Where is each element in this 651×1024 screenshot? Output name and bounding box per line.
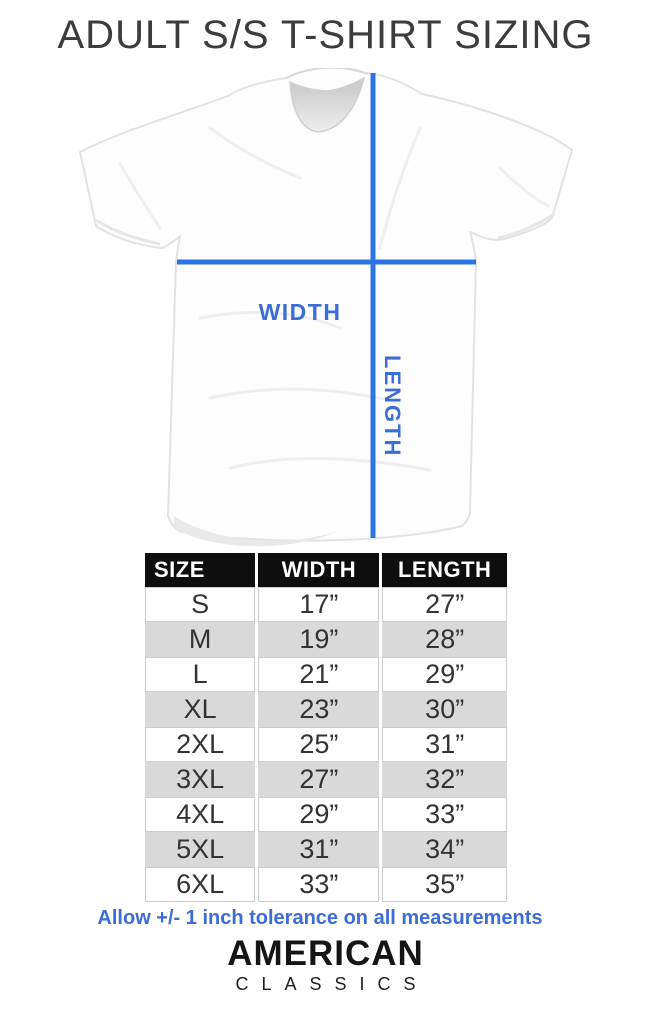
page-title: ADULT S/S T-SHIRT SIZING	[57, 13, 594, 57]
cell-length: 32”	[382, 762, 507, 797]
cell-size: S	[145, 587, 255, 622]
cell-width: 33”	[258, 867, 379, 902]
cell-length: 28”	[382, 622, 507, 657]
table-row	[145, 762, 507, 797]
table-row	[145, 727, 507, 762]
cell-length: 27”	[382, 587, 507, 622]
header-length: LENGTH	[382, 553, 507, 587]
cell-size: M	[145, 622, 255, 657]
table-row	[145, 867, 507, 902]
cell-size: L	[145, 657, 255, 692]
size-table-header	[145, 553, 507, 587]
tolerance-note: Allow +/- 1 inch tolerance on all measurements	[97, 907, 543, 929]
cell-width: 17”	[258, 587, 379, 622]
cell-length: 30”	[382, 692, 507, 727]
cell-length: 29”	[382, 657, 507, 692]
table-row	[145, 832, 507, 867]
cell-length: 31”	[382, 727, 507, 762]
table-row	[145, 797, 507, 832]
cell-length: 35”	[382, 867, 507, 902]
cell-size: XL	[145, 692, 255, 727]
cell-size: 3XL	[145, 762, 255, 797]
cell-size: 5XL	[145, 832, 255, 867]
length-measure-label: LENGTH	[380, 355, 405, 458]
brand-name-primary: AMERICAN	[227, 934, 424, 973]
brand-logo	[0, 936, 651, 995]
size-chart	[142, 553, 510, 902]
table-row	[145, 692, 507, 727]
cell-width: 29”	[258, 797, 379, 832]
cell-width: 25”	[258, 727, 379, 762]
cell-length: 34”	[382, 832, 507, 867]
table-row	[145, 622, 507, 657]
size-table	[142, 553, 510, 902]
cell-width: 19”	[258, 622, 379, 657]
cell-size: 2XL	[145, 727, 255, 762]
width-measure-label: WIDTH	[258, 299, 342, 325]
cell-width: 23”	[258, 692, 379, 727]
size-table-body	[145, 587, 507, 902]
cell-length: 33”	[382, 797, 507, 832]
cell-size: 6XL	[145, 867, 255, 902]
brand-name-secondary: CLASSICS	[235, 973, 429, 994]
cell-width: 31”	[258, 832, 379, 867]
cell-width: 21”	[258, 657, 379, 692]
tshirt-diagram	[0, 68, 651, 548]
header-width: WIDTH	[258, 553, 379, 587]
table-row	[145, 657, 507, 692]
table-row	[145, 587, 507, 622]
cell-size: 4XL	[145, 797, 255, 832]
cell-width: 27”	[258, 762, 379, 797]
header-size: SIZE	[145, 553, 255, 587]
